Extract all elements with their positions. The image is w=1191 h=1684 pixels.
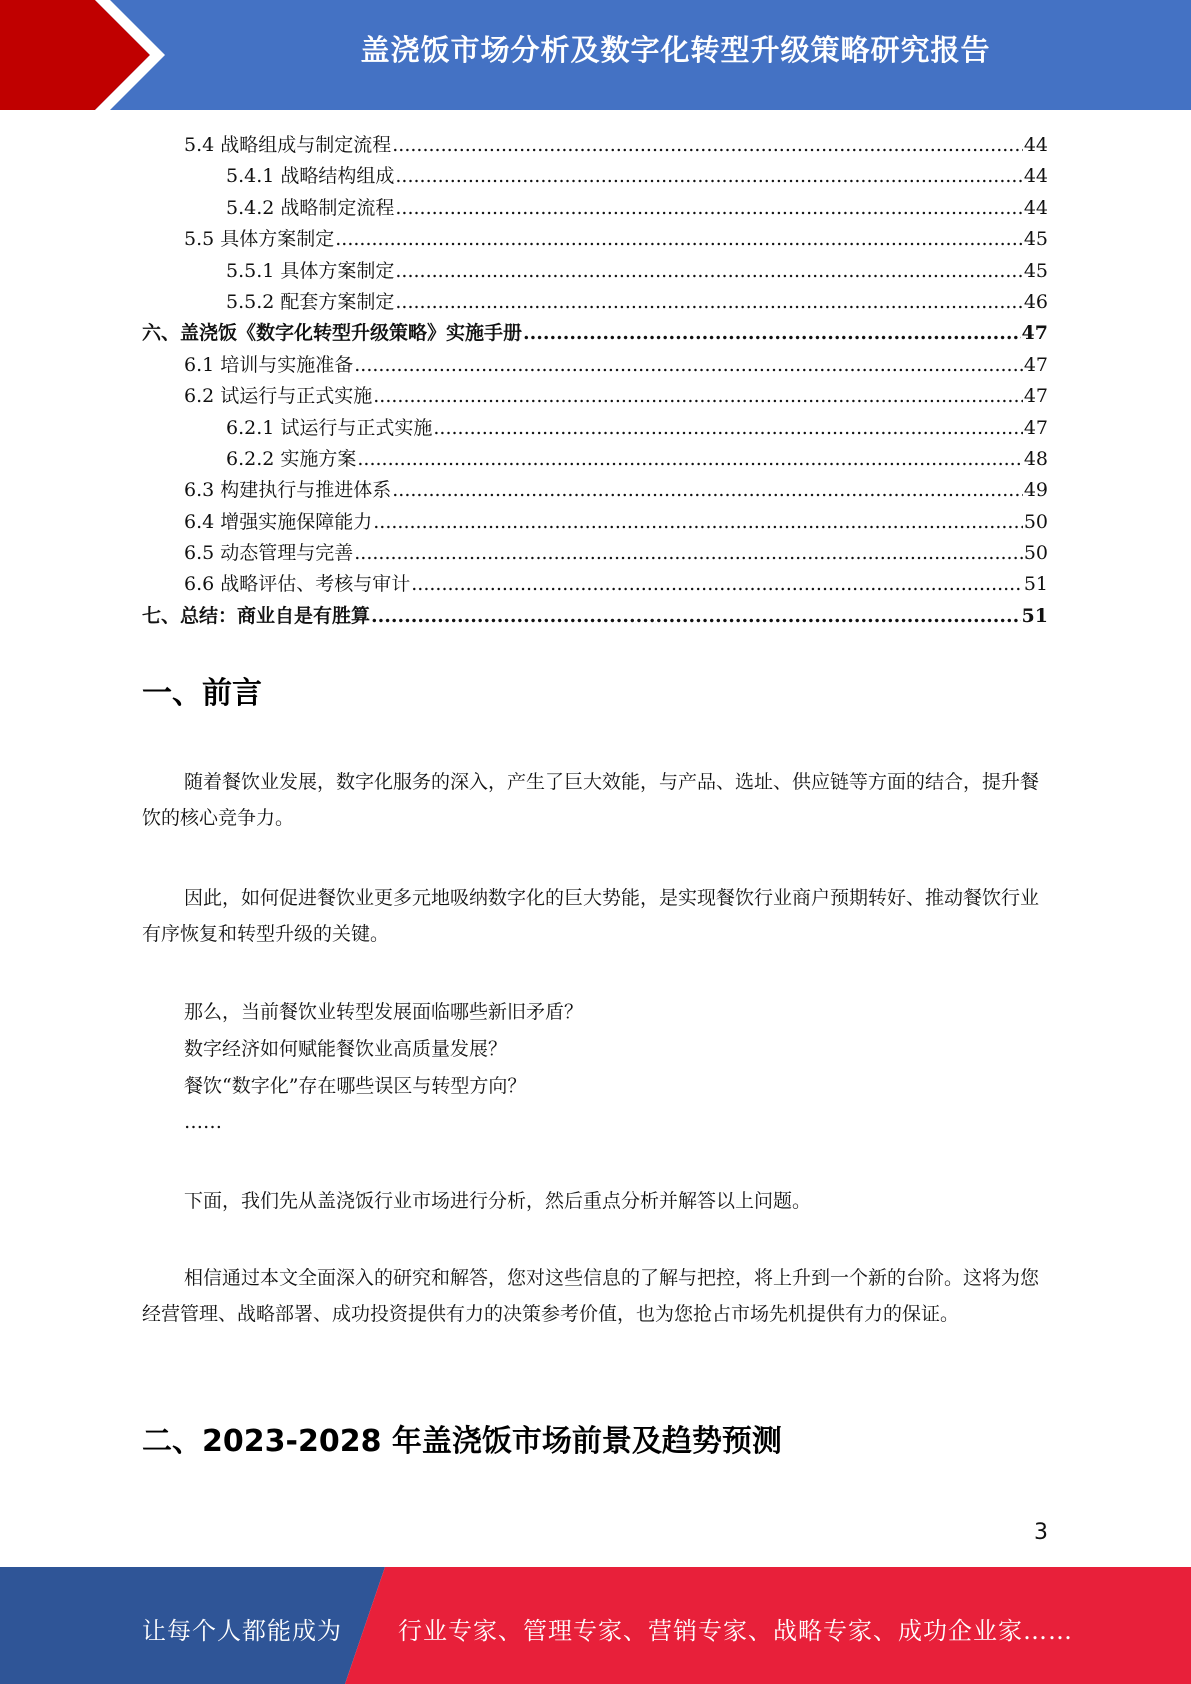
toc-dot-leader <box>395 161 1022 192</box>
toc-entry-page: 48 <box>1023 447 1048 470</box>
toc-entry-title: 6.5 动态管理与完善 <box>184 542 354 565</box>
header-arrow-decoration <box>0 0 200 110</box>
toc-entry-title: 5.5 具体方案制定 <box>184 228 335 251</box>
toc-dot-leader <box>354 538 1023 569</box>
toc-entry-page: 50 <box>1023 510 1048 533</box>
toc-entry-title: 6.6 战略评估、考核与审计 <box>184 573 411 596</box>
question-item: 那么，当前餐饮业转型发展面临哪些新旧矛盾？ <box>184 1001 584 1023</box>
footer-slogan-left: 让每个人都能成为 <box>142 1617 342 1645</box>
paragraph: 下面，我们先从盖浇饭行业市场进行分析，然后重点分析并解答以上问题。 <box>184 1190 812 1212</box>
toc-entry[interactable] <box>142 224 1048 255</box>
toc-entry[interactable] <box>142 444 1048 475</box>
toc-dot-leader <box>392 130 1023 161</box>
toc-entry-page: 50 <box>1023 542 1048 565</box>
toc-entry-title: 5.5.2 配套方案制定 <box>226 290 395 313</box>
toc-dot-leader <box>395 287 1022 318</box>
toc-dot-leader <box>392 475 1023 506</box>
paragraph: 因此，如何促进餐饮业更多元地吸纳数字化的巨大势能，是实现餐饮行业商户预期转好、推动餐饮行业有序恢复和转型升级的关键。 <box>142 887 1040 945</box>
toc-entry-title: 6.2.1 试运行与正式实施 <box>226 416 433 439</box>
toc-entry-page: 44 <box>1023 134 1048 156</box>
toc-entry-page: 45 <box>1023 228 1048 251</box>
toc-dot-leader <box>357 444 1022 475</box>
toc-entry[interactable] <box>142 256 1048 287</box>
toc-entry[interactable] <box>142 193 1048 224</box>
toc-entry-page: 47 <box>1021 322 1048 345</box>
toc-dot-leader <box>395 193 1022 224</box>
toc-entry-title: 6.3 构建执行与推进体系 <box>184 479 392 502</box>
page-number: 3 <box>1034 1520 1048 1545</box>
toc-dot-leader <box>354 350 1023 381</box>
toc-entry-title: 六、盖浇饭《数字化转型升级策略》实施手册 <box>142 322 523 345</box>
toc-entry-page: 44 <box>1023 165 1048 188</box>
toc-entry-title: 5.4.1 战略结构组成 <box>226 165 395 188</box>
toc-entry-title: 七、总结：商业自是有胜算 <box>142 604 371 627</box>
section-heading-preface: 一、前言 <box>142 676 262 711</box>
page-header <box>0 0 1191 110</box>
report-title: 盖浇饭市场分析及数字化转型升级策略研究报告 <box>360 33 991 67</box>
question-item: 数字经济如何赋能餐饮业高质量发展？ <box>184 1038 508 1060</box>
toc-entry-page: 49 <box>1023 479 1048 502</box>
toc-entry-title: 5.4.2 战略制定流程 <box>226 196 395 219</box>
toc-entry[interactable] <box>142 413 1048 444</box>
toc-entry-page: 44 <box>1023 196 1048 219</box>
toc-entry-page: 46 <box>1023 290 1048 313</box>
toc-entry[interactable] <box>142 161 1048 192</box>
toc-dot-leader <box>411 569 1023 600</box>
question-item: 餐饮“数字化”存在哪些误区与转型方向？ <box>184 1075 527 1097</box>
toc-entry-page: 51 <box>1023 573 1048 596</box>
toc-entry[interactable] <box>142 287 1048 318</box>
toc-entry-title: 5.4 战略组成与制定流程 <box>184 134 392 156</box>
footer-slogan-right: 行业专家、管理专家、营销专家、战略专家、成功企业家…… <box>398 1617 1073 1645</box>
ellipsis: …… <box>184 1111 222 1133</box>
table-of-contents <box>142 130 1048 632</box>
toc-entry[interactable] <box>142 130 1048 161</box>
toc-dot-leader <box>395 256 1022 287</box>
toc-entry-page: 45 <box>1023 259 1048 282</box>
toc-entry-page: 47 <box>1023 353 1048 376</box>
paragraph: 随着餐饮业发展，数字化服务的深入，产生了巨大效能，与产品、选址、供应链等方面的结合，提升餐饮的核心竞争力。 <box>142 771 1040 829</box>
section-heading-forecast: 二、2023-2028 年盖浇饭市场前景及趋势预测 <box>142 1424 782 1459</box>
toc-entry[interactable] <box>142 507 1048 538</box>
paragraph: 相信通过本文全面深入的研究和解答，您对这些信息的了解与把控，将上升到一个新的台阶。这将为您经营管理、战略部署、成功投资提供有力的决策参考价值，也为您抢占市场先机提供有力的保证。 <box>142 1267 1040 1325</box>
toc-entry[interactable] <box>142 381 1048 412</box>
toc-dot-leader <box>373 507 1023 538</box>
toc-dot-leader <box>373 381 1023 412</box>
toc-entry[interactable] <box>142 318 1048 349</box>
toc-entry[interactable] <box>142 569 1048 600</box>
toc-entry[interactable] <box>142 538 1048 569</box>
toc-dot-leader <box>433 413 1022 444</box>
toc-entry-page: 47 <box>1023 385 1048 408</box>
toc-entry-page: 51 <box>1021 604 1048 627</box>
toc-entry[interactable] <box>142 350 1048 381</box>
toc-entry-page: 47 <box>1023 416 1048 439</box>
toc-dot-leader <box>371 601 1021 632</box>
toc-entry-title: 6.2.2 实施方案 <box>226 447 357 470</box>
toc-dot-leader <box>523 318 1021 349</box>
toc-entry-title: 5.5.1 具体方案制定 <box>226 259 395 282</box>
page-footer <box>0 1567 1191 1684</box>
toc-dot-leader <box>335 224 1023 255</box>
toc-entry[interactable] <box>142 475 1048 506</box>
toc-entry-title: 6.4 增强实施保障能力 <box>184 510 373 533</box>
toc-entry-title: 6.2 试运行与正式实施 <box>184 385 373 408</box>
toc-entry-title: 6.1 培训与实施准备 <box>184 353 354 376</box>
toc-entry[interactable] <box>142 601 1048 632</box>
